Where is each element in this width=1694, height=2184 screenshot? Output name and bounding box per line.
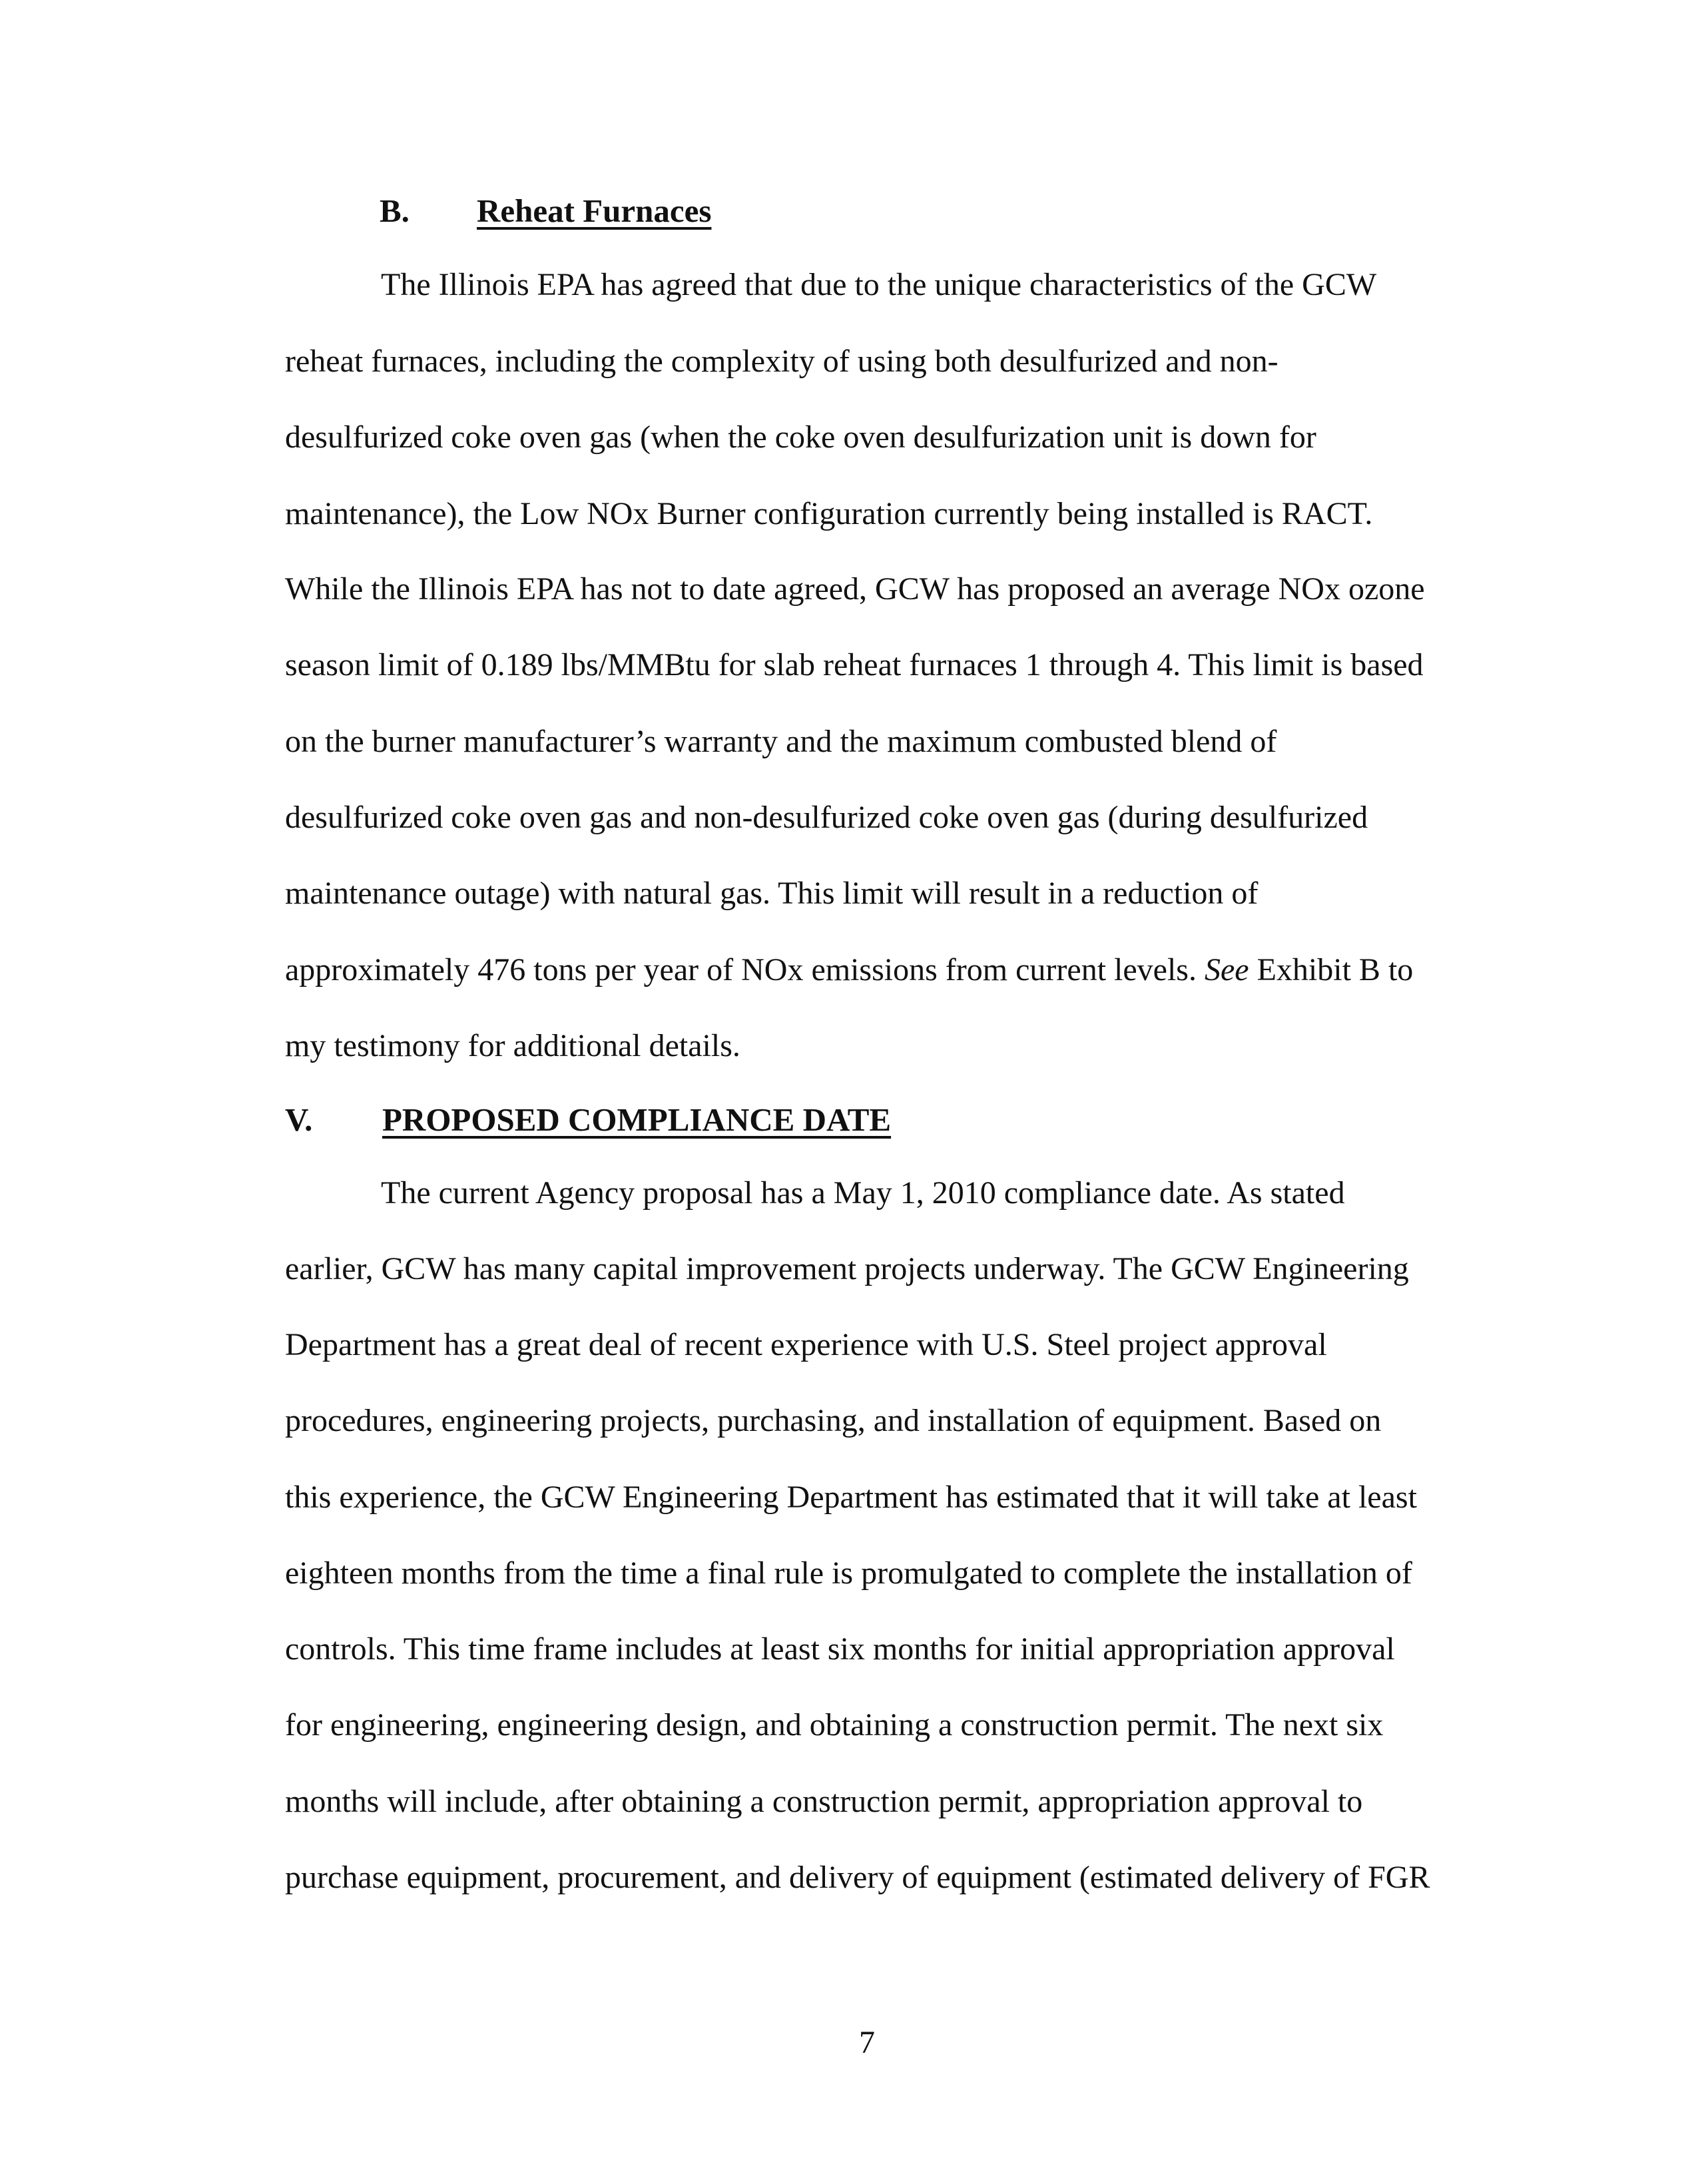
body-line: season limit of 0.189 lbs/MMBtu for slab reheat furnaces 1 through 4. This limit is based (285, 647, 1424, 682)
body-line (285, 954, 1413, 986)
body-line: The current Agency proposal has a May 1, 2010 compliance date. As stated (381, 1175, 1345, 1211)
body-line: While the Illinois EPA has not to date agreed, GCW has proposed an average NOx ozone (285, 571, 1425, 607)
body-line: desulfurized coke oven gas and non-desulfurized coke oven gas (during desulfurized (285, 800, 1368, 835)
body-line: maintenance outage) with natural gas. This limit will result in a reduction of (285, 876, 1259, 911)
section-v-number: V. (285, 1101, 313, 1138)
body-line: earlier, GCW has many capital improvement projects underway. The GCW Engineering (285, 1251, 1409, 1286)
body-text: Exhibit B to (1249, 952, 1414, 987)
body-line: controls. This time frame includes at least six months for initial appropriation approval (285, 1631, 1395, 1667)
body-line: for engineering, engineering design, and obtaining a construction permit. The next six (285, 1707, 1384, 1743)
body-line: Department has a great deal of recent experience with U.S. Steel project approval (285, 1327, 1327, 1362)
body-line: this experience, the GCW Engineering Department has estimated that it will take at least (285, 1480, 1417, 1515)
body-line: maintenance), the Low NOx Burner configuration currently being installed is RACT. (285, 496, 1373, 531)
section-v-title: PROPOSED COMPLIANCE DATE (382, 1101, 892, 1138)
page-number: 7 (859, 2025, 875, 2060)
section-b-title: Reheat Furnaces (477, 192, 712, 229)
citation-signal: See (1204, 952, 1249, 987)
section-b-number: B. (380, 192, 410, 229)
body-text: approximately 476 tons per year of NOx emissions from current levels. (285, 952, 1205, 987)
body-line: my testimony for additional details. (285, 1028, 740, 1063)
body-line: months will include, after obtaining a construction permit, appropriation approval to (285, 1784, 1363, 1819)
body-line: procedures, engineering projects, purchasing, and installation of equipment. Based on (285, 1403, 1382, 1438)
body-line: purchase equipment, procurement, and delivery of equipment (estimated delivery of FGR (285, 1860, 1430, 1895)
body-line: reheat furnaces, including the complexity of using both desulfurized and non- (285, 344, 1278, 379)
body-line: desulfurized coke oven gas (when the coke oven desulfurization unit is down for (285, 419, 1316, 455)
body-line: on the burner manufacturer’s warranty and the maximum combusted blend of (285, 724, 1277, 759)
body-line: The Illinois EPA has agreed that due to the unique characteristics of the GCW (381, 267, 1377, 302)
body-line: eighteen months from the time a final rule is promulgated to complete the installation of (285, 1555, 1412, 1591)
